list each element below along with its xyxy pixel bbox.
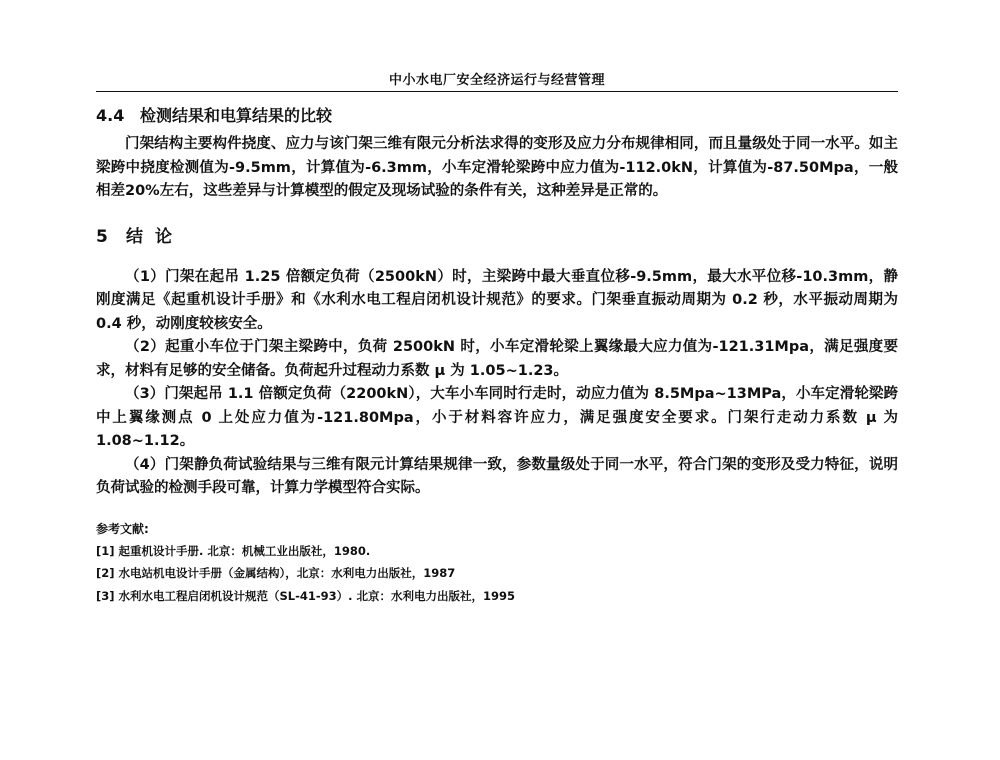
section-4-4-heading [96, 104, 898, 128]
conclusion-1: （1）门架在起吊 1.25 倍额定负荷（2500kN）时，主梁跨中最大垂直位移-9.5mm，最大水平位移-10.3mm，静刚度满足《起重机设计手册》和《水利水电工程启闭机设计规范》的要求。门架垂直振动周期为 0.2 秒，水平振动周期为 0.4 秒，动刚度较核安全。 [96, 268, 898, 332]
reference-item-1: [1] 起重机设计手册. 北京：机械工业出版社，1980. [96, 543, 371, 558]
section-4-4-title: 检测结果和电算结果的比较 [140, 106, 333, 125]
section-4-4-number: 4.4 [96, 106, 125, 125]
section-5-title: 结论 [126, 226, 184, 247]
conclusions-list [96, 266, 898, 501]
conclusion-2: （2）起重小车位于门架主梁跨中，负荷 2500kN 时，小车定滑轮梁上翼缘最大应力值为-121.31Mpa，满足强度要求，材料有足够的安全储备。负荷起升过程动力系数 μ 为 1.05~1.23。 [96, 339, 898, 379]
conclusion-4: （4）门架静负荷试验结果与三维有限元计算结果规律一致，参数量级处于同一水平，符合门架的变形及受力特征，说明负荷试验的检测手段可靠，计算力学模型符合实际。 [96, 456, 898, 496]
running-header: 中小水电厂安全经济运行与经营管理 [388, 73, 605, 88]
references-title: 参考文献: [96, 521, 149, 536]
reference-item-3: [3] 水利水电工程启闭机设计规范（SL-41-93）. 北京：水利电力出版社，1995 [96, 588, 516, 603]
conclusion-3: （3）门架起吊 1.1 倍额定负荷（2200kN），大车小车同时行走时，动应力值为 8.5Mpa~13MPa，小车定滑轮梁跨中上翼缘测点 0 上处应力值为-121.80Mpa，小于材料容许应力，满足强度安全要求。门架行走动力系数 μ 为 1.08~1.12。 [96, 386, 898, 449]
page-content [96, 104, 898, 607]
section-5-number: 5 [96, 226, 108, 247]
section-5-heading [96, 224, 898, 250]
references-section [96, 518, 898, 608]
header-rule [96, 91, 898, 92]
section-4-4-paragraph: 门架结构主要构件挠度、应力与该门架三维有限元分析法求得的变形及应力分布规律相同，而且量级处于同一水平。如主梁跨中挠度检测值为-9.5mm，计算值为-6.3mm，小车定滑轮梁跨中应力值为-112.0kN，计算值为-87.50Mpa，一般相差20%左右，这些差异与计算模型的假定及现场试验的条件有关，这种差异是正常的。 [96, 136, 898, 199]
reference-item-2: [2] 水电站机电设计手册（金属结构），北京：水利电力出版社，1987 [96, 566, 456, 580]
